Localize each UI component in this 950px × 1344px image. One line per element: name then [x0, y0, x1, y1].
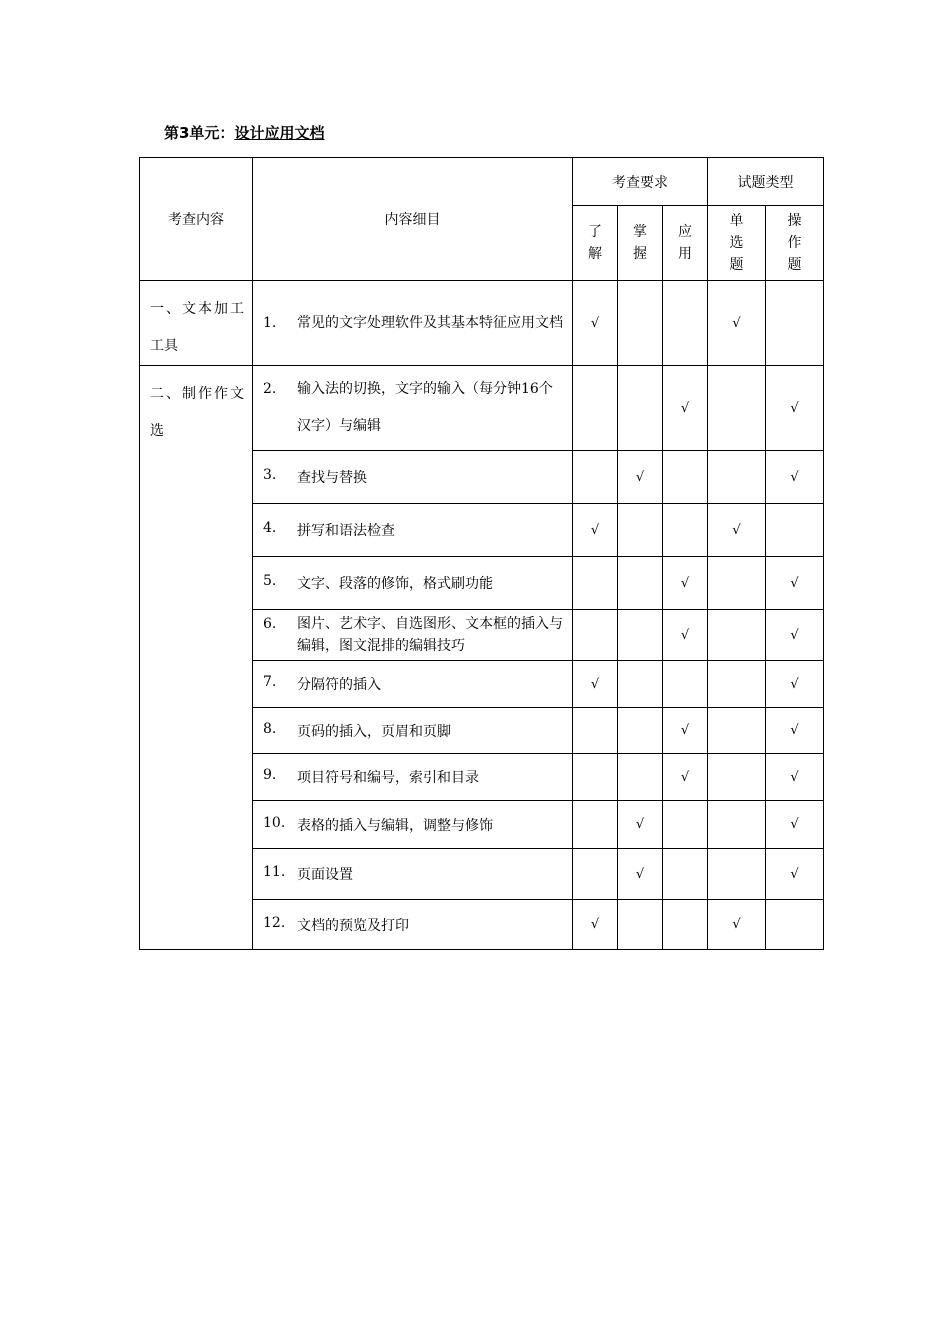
check-operation	[766, 281, 824, 366]
item-text: 页面设置	[297, 867, 353, 883]
check-master	[618, 557, 663, 610]
check-apply: √	[663, 366, 708, 451]
check-single-choice	[708, 849, 766, 900]
check-understand	[573, 451, 618, 504]
check-master	[618, 366, 663, 451]
check-single-choice	[708, 366, 766, 451]
header-single-choice: 单 选 题	[708, 206, 766, 281]
unit-prefix: 第3单元：	[164, 124, 235, 142]
detail-cell	[253, 849, 573, 900]
exam-requirements-table	[139, 157, 824, 950]
check-master	[618, 900, 663, 950]
check-operation: √	[766, 610, 824, 661]
detail-cell	[253, 801, 573, 849]
check-apply	[663, 504, 708, 557]
check-single-choice	[708, 708, 766, 754]
check-master	[618, 754, 663, 801]
item-number: 8.	[263, 720, 277, 737]
check-single-choice	[708, 754, 766, 801]
table-row	[140, 281, 824, 366]
item-number: 6.	[263, 616, 277, 632]
check-understand: √	[573, 281, 618, 366]
check-apply: √	[663, 754, 708, 801]
unit-heading	[164, 122, 324, 143]
check-apply	[663, 900, 708, 950]
item-number: 5.	[263, 573, 277, 589]
item-text: 图片、艺术字、自选图形、文本框的插入与编辑，图文混排的编辑技巧	[297, 616, 563, 654]
check-operation: √	[766, 801, 824, 849]
detail-cell	[253, 900, 573, 950]
check-apply	[663, 451, 708, 504]
check-apply	[663, 661, 708, 708]
check-operation	[766, 900, 824, 950]
detail-cell	[253, 661, 573, 708]
check-apply: √	[663, 610, 708, 661]
check-operation: √	[766, 849, 824, 900]
check-single-choice	[708, 451, 766, 504]
detail-cell	[253, 610, 573, 661]
detail-cell	[253, 754, 573, 801]
check-operation: √	[766, 366, 824, 451]
header-apply: 应 用	[663, 206, 708, 281]
check-single-choice	[708, 557, 766, 610]
check-single-choice: √	[708, 281, 766, 366]
check-operation: √	[766, 708, 824, 754]
check-understand	[573, 557, 618, 610]
check-single-choice: √	[708, 504, 766, 557]
item-number: 10.	[263, 814, 286, 831]
item-number: 4.	[263, 520, 277, 536]
header-requirement-group: 考查要求	[573, 158, 708, 206]
check-apply	[663, 801, 708, 849]
header-content: 考查内容	[140, 158, 253, 281]
item-number: 2.	[263, 381, 277, 397]
detail-cell	[253, 504, 573, 557]
detail-cell	[253, 451, 573, 504]
category-essay-collection: 二、制作作文选	[140, 366, 253, 950]
item-text: 项目符号和编号，索引和目录	[297, 770, 479, 786]
check-apply	[663, 281, 708, 366]
item-number: 7.	[263, 674, 277, 690]
item-number: 3.	[263, 467, 277, 483]
item-number: 1.	[263, 314, 277, 331]
item-text: 查找与替换	[297, 470, 367, 486]
item-text: 页码的插入，页眉和页脚	[297, 723, 451, 740]
check-master	[618, 281, 663, 366]
check-operation: √	[766, 451, 824, 504]
item-text: 表格的插入与编辑，调整与修饰	[297, 817, 493, 834]
item-text: 拼写和语法检查	[297, 523, 395, 539]
check-understand	[573, 366, 618, 451]
item-text: 输入法的切换，文字的输入（每分钟16个汉字）与编辑	[297, 381, 553, 434]
check-understand: √	[573, 504, 618, 557]
check-understand	[573, 610, 618, 661]
check-master	[618, 708, 663, 754]
check-understand: √	[573, 900, 618, 950]
table-row	[140, 366, 824, 451]
check-master	[618, 504, 663, 557]
header-operation: 操 作 题	[766, 206, 824, 281]
check-operation	[766, 504, 824, 557]
item-text: 常见的文字处理软件及其基本特征应用文档	[297, 314, 563, 331]
detail-cell	[253, 366, 573, 451]
header-understand: 了 解	[573, 206, 618, 281]
header-detail: 内容细目	[253, 158, 573, 281]
item-number: 11.	[263, 864, 286, 880]
check-master: √	[618, 451, 663, 504]
check-single-choice: √	[708, 900, 766, 950]
check-apply: √	[663, 708, 708, 754]
item-number: 9.	[263, 767, 277, 783]
detail-cell	[253, 557, 573, 610]
item-number: 12.	[263, 914, 286, 931]
header-master: 掌 握	[618, 206, 663, 281]
detail-cell	[253, 708, 573, 754]
check-operation: √	[766, 557, 824, 610]
check-understand: √	[573, 661, 618, 708]
check-understand	[573, 708, 618, 754]
check-apply: √	[663, 557, 708, 610]
unit-title: 设计应用文档	[234, 124, 325, 142]
check-master: √	[618, 801, 663, 849]
item-text: 分隔符的插入	[297, 677, 381, 693]
check-understand	[573, 849, 618, 900]
header-type-group: 试题类型	[708, 158, 824, 206]
category-text-tools: 一、文本加工工具	[140, 281, 253, 366]
check-understand	[573, 754, 618, 801]
check-master: √	[618, 849, 663, 900]
check-master	[618, 661, 663, 708]
check-single-choice	[708, 610, 766, 661]
check-master	[618, 610, 663, 661]
item-text: 文档的预览及打印	[297, 917, 409, 934]
item-text: 文字、段落的修饰，格式刷功能	[297, 576, 493, 592]
check-apply	[663, 849, 708, 900]
check-operation: √	[766, 754, 824, 801]
check-single-choice	[708, 801, 766, 849]
check-understand	[573, 801, 618, 849]
detail-cell	[253, 281, 573, 366]
check-single-choice	[708, 661, 766, 708]
check-operation: √	[766, 661, 824, 708]
